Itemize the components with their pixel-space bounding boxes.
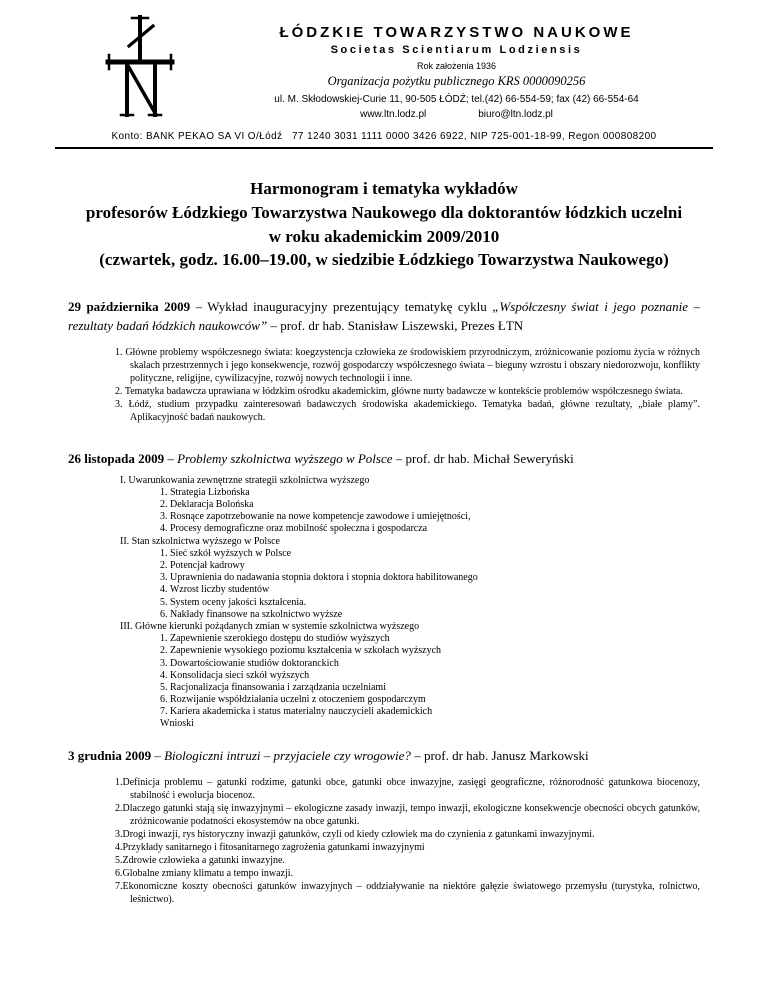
address-line: ul. M. Skłodowskiej-Curie 11, 90-505 ŁÓDŹ; tel.(42) 66-554-59; fax (42) 66-554-64 xyxy=(274,94,639,105)
outline-item: II. Stan szkolnictwa wyższego w Polsce xyxy=(120,535,280,547)
outline-item: 4. Konsolidacja sieci szkół wyższych xyxy=(160,669,310,681)
website-text: www.ltn.lodz.pl xyxy=(360,109,427,120)
outline-item: 5. Racjonalizacja finansowania i zarządzania uczelniami xyxy=(160,681,386,693)
list-item: 3.Drogi inwazji, rys historyczny inwazji gatunków, czyli od kiedy człowiek ma do czynienia z gatunkami inwazyjnymi. xyxy=(115,828,595,840)
list-item: 2.Dlaczego gatunki stają się inwazyjnymi – ekologiczne zasady inwazji, tempo inwazji, ekologiczne konsekwencje obecności obcych gatunków, zróżnicowanie podatności ekosystemów na obce gatunki. xyxy=(115,802,700,827)
outline-item: 2. Zapewnienie wysokiego poziomu kształcenia w szkołach wyższych xyxy=(160,645,442,657)
outline-item: 7. Kariera akademicka i status materialny nauczycieli akademickich xyxy=(160,706,433,718)
lecture-speaker-text: – prof. dr hab. Stanisław Liszewski, Prezes ŁTN xyxy=(267,318,524,334)
outline-item: 6. Nakłady finansowe na szkolnictwo wyższe xyxy=(160,608,343,620)
outline-item: 4. Wzrost liczby studentów xyxy=(160,584,270,596)
lecture-speaker-text: – prof. dr hab. Michał Seweryński xyxy=(392,450,574,466)
lecture-title-italic: „Współczesny świat i jego poznanie – rezultaty badań łódzkich naukowców” xyxy=(68,299,700,334)
outline-item: III. Główne kierunki pożądanych zmian w systemie szkolnictwa wyższego xyxy=(120,620,420,632)
title-line: (czwartek, godz. 16.00–19.00, w siedzibie Łódzkiego Towarzystwa Naukowego) xyxy=(99,250,669,270)
contact-line xyxy=(185,109,728,120)
title-line: Harmonogram i tematyka wykładów xyxy=(250,179,518,198)
public-benefit-line: Organizacja pożytku publicznego KRS 0000090256 xyxy=(327,74,586,88)
list-item: 1.Definicja problemu – gatunki rodzime, gatunki obce, gatunki obce inwazyjne, zasięgi geograficzne, różnorodność gatunkowa biocenozy, stabilność i ewolucja biocenoz. xyxy=(115,776,700,801)
outline-item: 3. Uprawnienia do nadawania stopnia doktora i stopnia doktora habilitowanego xyxy=(160,572,478,584)
lecture-section-2 xyxy=(68,450,700,731)
outline-item: 1. Zapewnienie szerokiego dostępu do studiów wyższych xyxy=(160,633,390,645)
heading-pre-text: – Wykład inauguracyjny prezentujący tematykę cyklu xyxy=(190,299,493,315)
org-latin-name: Societas Scientiarum Lodziensis xyxy=(330,44,583,56)
outline-item: 3. Dowartościowanie studiów doktoranckich xyxy=(160,657,339,669)
letterhead xyxy=(0,6,768,124)
lecture-speaker-text: – prof. dr hab. Janusz Markowski xyxy=(410,747,589,763)
list-item: 4.Przykłady sanitarnego i fitosanitarnego zagrożenia gatunkami inwazyjnymi xyxy=(115,841,425,853)
outline-item: 1. Strategia Lizbońska xyxy=(160,486,250,498)
header-divider xyxy=(55,147,713,149)
outline-item: I. Uwarunkowania zewnętrzne strategii szkolnictwa wyższego xyxy=(120,474,370,486)
lecture-topics-list xyxy=(115,776,700,906)
outline-item: 2. Deklaracja Bolońska xyxy=(160,499,254,511)
list-item: 5.Zdrowie człowieka a gatunki inwazyjne. xyxy=(115,854,285,866)
list-item: 2. Tematyka badawcza uprawiana w łódzkim ośrodku akademickim, główne nurty badawcze w kontekście problemów współczesnego świata. xyxy=(115,385,683,397)
list-item: 7.Ekonomiczne koszty obecności gatunków inwazyjnych – oddziaływanie na niektóre gałęzie światowego przemysłu (turystyka, rolnictwo, leśnictwo). xyxy=(115,880,700,905)
title-line: profesorów Łódzkiego Towarzystwa Naukowego dla doktorantów łódzkich uczelni xyxy=(85,202,683,222)
org-name: ŁÓDZKIE TOWARZYSTWO NAUKOWE xyxy=(279,24,634,41)
lecture-heading xyxy=(68,450,700,469)
list-item: 3. Łódź, studium przypadku zainteresowań badawczych środowiska akademickiego. Tematyka badań, główne rezultaty, „białe plamy”. Aplikacyjność badań naukowych. xyxy=(115,398,700,423)
bank-account-line: Konto: BANK PEKAO SA VI O/Łódź 77 1240 3031 1111 0000 3426 6922, NIP 725-001-18-99, Regon 000808200 xyxy=(111,131,657,142)
ltn-logo-icon xyxy=(100,12,185,124)
founded-year-line: Rok założenia 1936 xyxy=(416,61,497,71)
outline-item: 5. System oceny jakości kształcenia. xyxy=(160,596,307,608)
list-item: 1. Główne problemy współczesnego świata: koegzystencja człowieka ze środowiskiem przyrodniczym, zróżnicowanie poziomu życia w różnych skalach przestrzennych i jego konsekwencje, rozwój gospodarczy współczesnego świata – bieguny wzrostu i obszary niedorozwoju, konflikty polityczne, religijne, cywilizacyjne, rozwój nowych technologii i inne. xyxy=(115,346,700,384)
document-title xyxy=(0,177,768,272)
email-text: biuro@ltn.lodz.pl xyxy=(478,109,553,120)
lecture-date: 3 grudnia 2009 xyxy=(68,747,152,763)
outline-item: 2. Potencjał kadrowy xyxy=(160,560,245,572)
heading-pre-text: – xyxy=(151,747,165,763)
heading-pre-text: – xyxy=(164,450,178,466)
lecture-section-1 xyxy=(68,298,700,424)
outline-item: Wnioski xyxy=(160,718,194,730)
outline-item: 6. Rozwijanie współdziałania uczelni z otoczeniem gospodarczym xyxy=(160,694,426,706)
lecture-heading xyxy=(68,747,700,766)
outline-item: 3. Rosnące zapotrzebowanie na nowe kompetencje zawodowe i umiejętności, xyxy=(160,511,471,523)
list-item: 6.Globalne zmiany klimatu a tempo inwazji. xyxy=(115,867,294,879)
letterhead-text xyxy=(185,12,728,120)
lecture-section-3 xyxy=(68,747,700,906)
outline-item: 1. Sieć szkół wyższych w Polsce xyxy=(160,547,292,559)
lecture-date: 29 października 2009 xyxy=(68,299,191,315)
lecture-topics-list xyxy=(115,346,700,424)
lecture-title-italic: Problemy szkolnictwa wyższego w Polsce xyxy=(177,450,393,466)
lecture-title-italic: Biologiczni intruzi – przyjaciele czy wrogowie? xyxy=(164,747,411,763)
lecture-date: 26 listopada 2009 xyxy=(68,450,165,466)
lecture-heading xyxy=(68,298,700,336)
outline-item: 4. Procesy demograficzne oraz mobilność społeczna i gospodarcza xyxy=(160,523,428,535)
title-line: w roku akademickim 2009/2010 xyxy=(268,226,500,246)
lecture-outline xyxy=(68,475,700,731)
